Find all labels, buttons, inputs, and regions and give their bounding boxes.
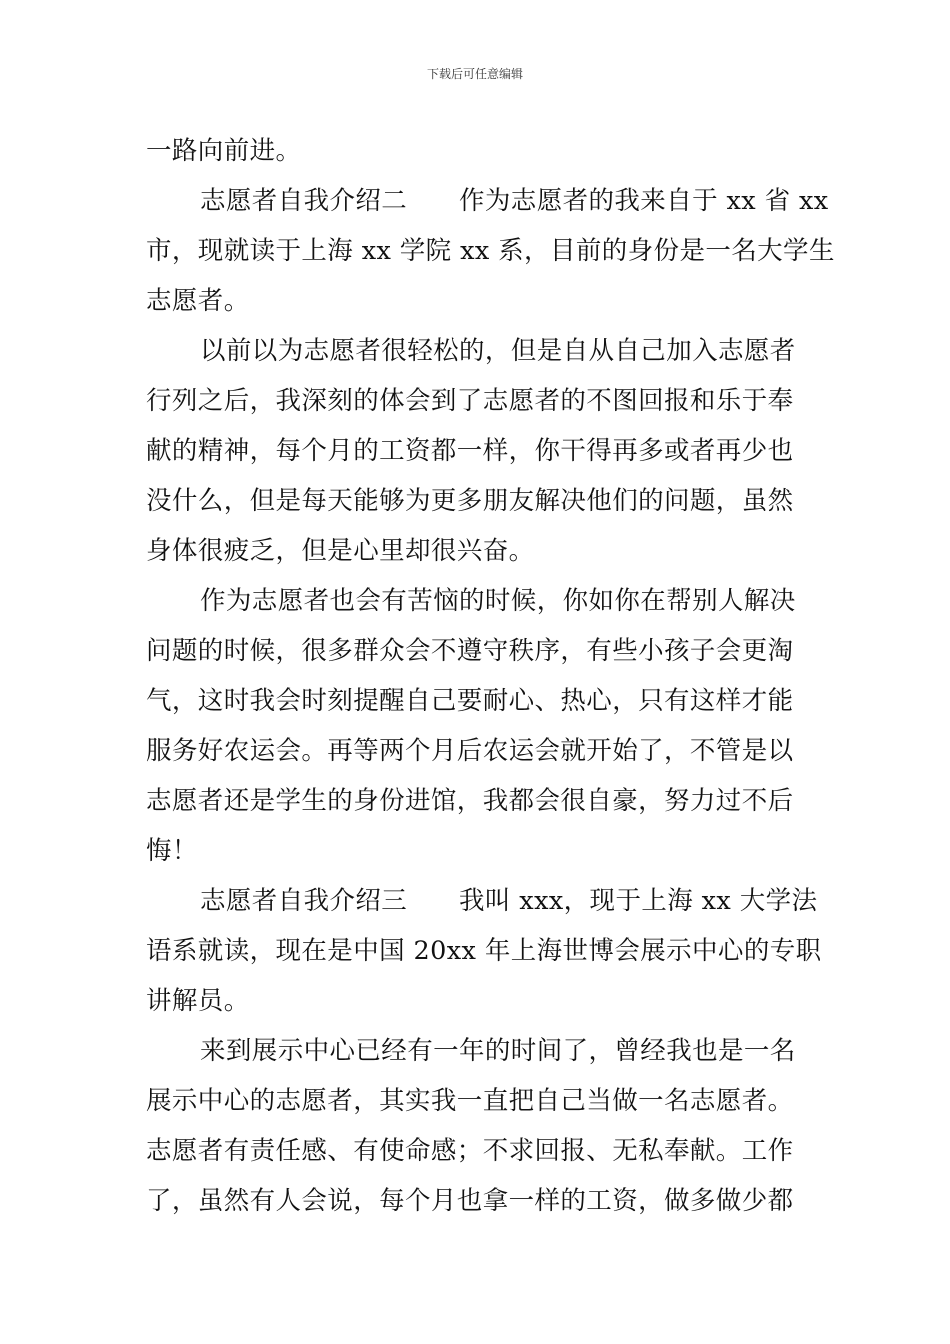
text-line: 行列之后，我深刻的体会到了志愿者的不图回报和乐于奉 [146,386,794,416]
text-line: 了，虽然有人会说，每个月也拿一样的工资，做多做少都 [146,1186,794,1216]
document-body [146,126,835,1226]
text-line: 身体很疲乏，但是心里却很兴奋。 [146,536,535,566]
page-header-note: 下载后可任意编辑 [426,67,523,81]
text-line: 展示中心的志愿者，其实我一直把自己当做一名志愿者。 [146,1086,794,1116]
text-line: 讲解员。 [146,986,250,1016]
text-line: 志愿者还是学生的身份进馆，我都会很自豪，努力过不后 [146,786,794,816]
text-line: 市，现就读于上海 xx 学院 xx 系，目前的身份是一名大学生 [146,236,835,266]
text-line: 以前以为志愿者很轻松的，但是自从自己加入志愿者 [200,336,796,366]
text-line: 志愿者。 [146,286,250,316]
text-line: 悔！ [146,836,198,866]
text-line: 语系就读，现在是中国 20xx 年上海世博会展示中心的专职 [146,936,822,966]
text-line: 作为志愿者也会有苦恼的时候，你如你在帮别人解决 [200,586,796,616]
text-line: 志愿者自我介绍二 作为志愿者的我来自于 xx 省 xx [200,186,829,216]
text-line: 志愿者有责任感、有使命感；不求回报、无私奉献。工作 [146,1136,794,1166]
text-line: 来到展示中心已经有一年的时间了，曾经我也是一名 [200,1036,796,1066]
text-line: 志愿者自我介绍三 我叫 xxx，现于上海 xx 大学法 [200,886,818,916]
text-line: 献的精神，每个月的工资都一样，你干得再多或者再少也 [146,436,794,466]
text-line: 问题的时候，很多群众会不遵守秩序，有些小孩子会更淘 [146,636,794,666]
text-line: 一路向前进。 [146,136,302,166]
text-line: 服务好农运会。再等两个月后农运会就开始了，不管是以 [146,736,794,766]
text-line: 没什么，但是每天能够为更多朋友解决他们的问题，虽然 [146,486,794,516]
text-line: 气，这时我会时刻提醒自己要耐心、热心，只有这样才能 [146,686,794,716]
